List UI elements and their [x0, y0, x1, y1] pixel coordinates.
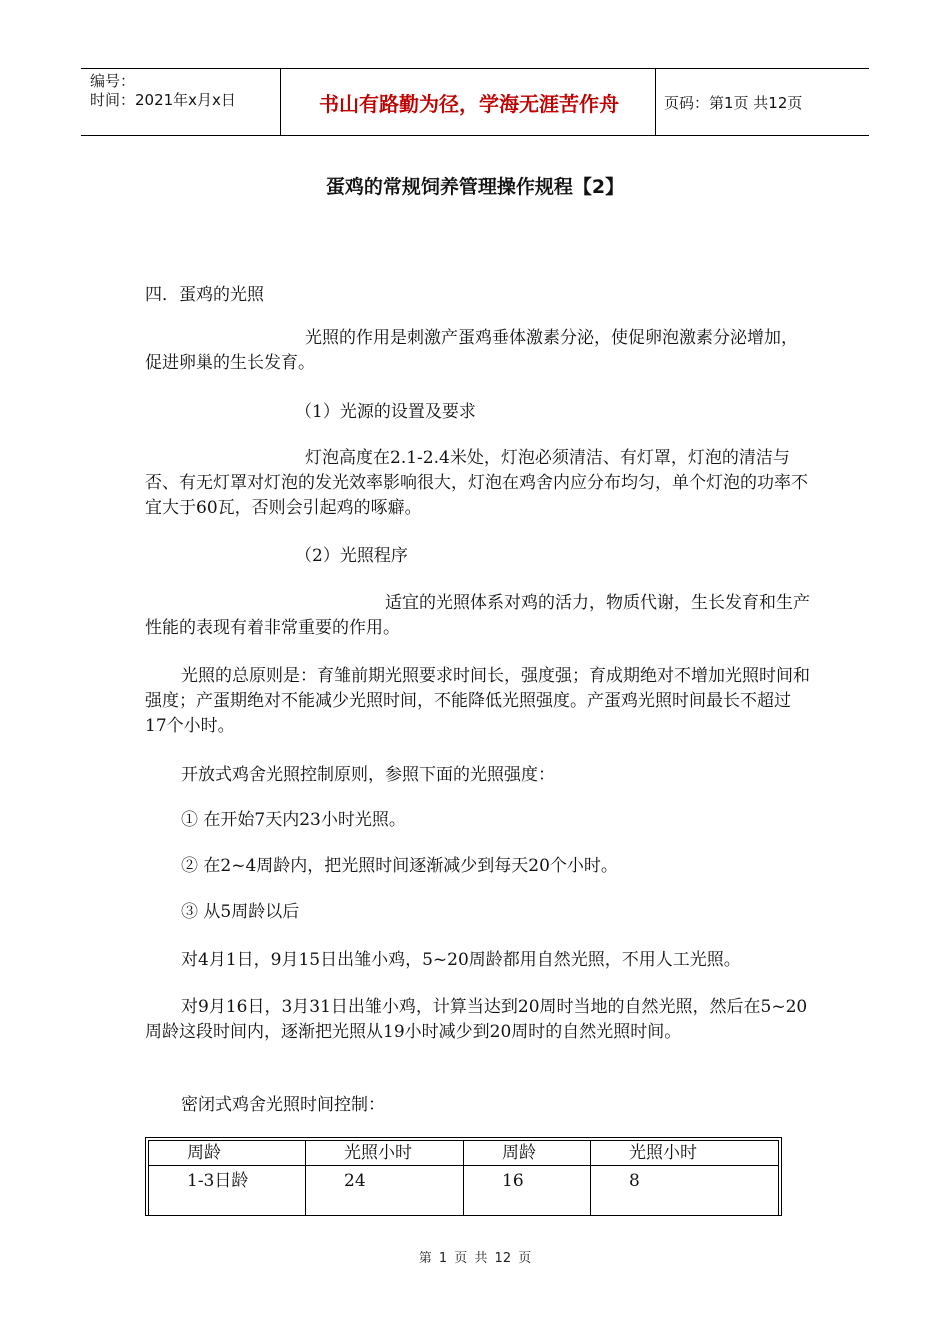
paragraph-sept-march-chicks: 对9月16日，3月31日出雏小鸡，计算当达到20周时当地的自然光照，然后在5~20周龄这段时间内，逐渐把光照从19小时减少到20周时的自然光照时间。 — [145, 997, 808, 1042]
table-header-cell: 周龄 — [502, 1143, 536, 1163]
table-header-cell: 光照小时 — [344, 1143, 412, 1163]
header-number-label: 编号： — [90, 72, 136, 90]
table-col-divider — [305, 1140, 306, 1216]
table-cell: 24 — [344, 1171, 366, 1191]
table-col-divider — [463, 1140, 464, 1216]
paragraph-april-sept-chicks: 对4月1日，9月15日出雏小鸡，5~20周龄都用自然光照，不用人工光照。 — [181, 950, 741, 970]
list-item-3: ③ 从5周龄以后 — [181, 902, 300, 922]
subheading-light-program: （2）光照程序 — [295, 546, 408, 566]
header-motto: 书山有路勤为径，学海无涯苦作舟 — [319, 91, 619, 116]
header-divider-left — [280, 68, 281, 136]
table-inner-right-rule — [778, 1140, 779, 1216]
subheading-light-source: （1）光源的设置及要求 — [295, 402, 476, 422]
list-item-1: ① 在开始7天内23小时光照。 — [181, 810, 406, 830]
paragraph-lighting-purpose: 光照的作用是刺激产蛋鸡垂体激素分泌，使促卵泡激素分泌增加，促进卵巢的生长发育。 — [145, 328, 798, 373]
table-cell: 16 — [502, 1171, 524, 1191]
table-header-cell: 周龄 — [187, 1143, 221, 1163]
section-heading-lighting: 四．蛋鸡的光照 — [145, 285, 264, 305]
table-cell: 8 — [629, 1171, 640, 1191]
paragraph-open-house: 开放式鸡舍光照控制原则，参照下面的光照强度： — [181, 765, 555, 785]
paragraph-bulb-setup: 灯泡高度在2.1-2.4米处，灯泡必须清洁、有灯罩，灯泡的清洁与否、有无灯罩对灯泡的发光效率影响很大，灯泡在鸡舍内应分布均匀，单个灯泡的功率不宜大于60瓦，否则会引起鸡的啄癖。 — [145, 448, 808, 518]
header-page-info: 页码：第1页 共12页 — [664, 94, 803, 112]
table-header-cell: 光照小时 — [629, 1143, 697, 1163]
paragraph-closed-house: 密闭式鸡舍光照时间控制： — [181, 1095, 385, 1115]
header-time-label: 时间：2021年x月x日 — [90, 91, 236, 109]
paragraph-light-system: 适宜的光照体系对鸡的活力，物质代谢，生长发育和生产性能的表现有着非常重要的作用。 — [145, 593, 810, 638]
table-col-divider — [590, 1140, 591, 1216]
table-inner-left-rule — [148, 1140, 149, 1216]
paragraph-general-principle: 光照的总原则是：育雏前期光照要求时间长，强度强；育成期绝对不增加光照时间和强度；产蛋期绝对不能减少光照时间，不能降低光照强度。产蛋鸡光照时间最长不超过17个小时。 — [145, 666, 810, 736]
table-cell: 1-3日龄 — [187, 1171, 249, 1191]
list-item-2: ② 在2~4周龄内，把光照时间逐渐减少到每天20个小时。 — [181, 856, 618, 876]
document-title: 蛋鸡的常规饲养管理操作规程【2】 — [325, 176, 625, 198]
page-footer: 第 1 页 共 12 页 — [418, 1251, 532, 1266]
header-divider-right — [655, 68, 656, 136]
